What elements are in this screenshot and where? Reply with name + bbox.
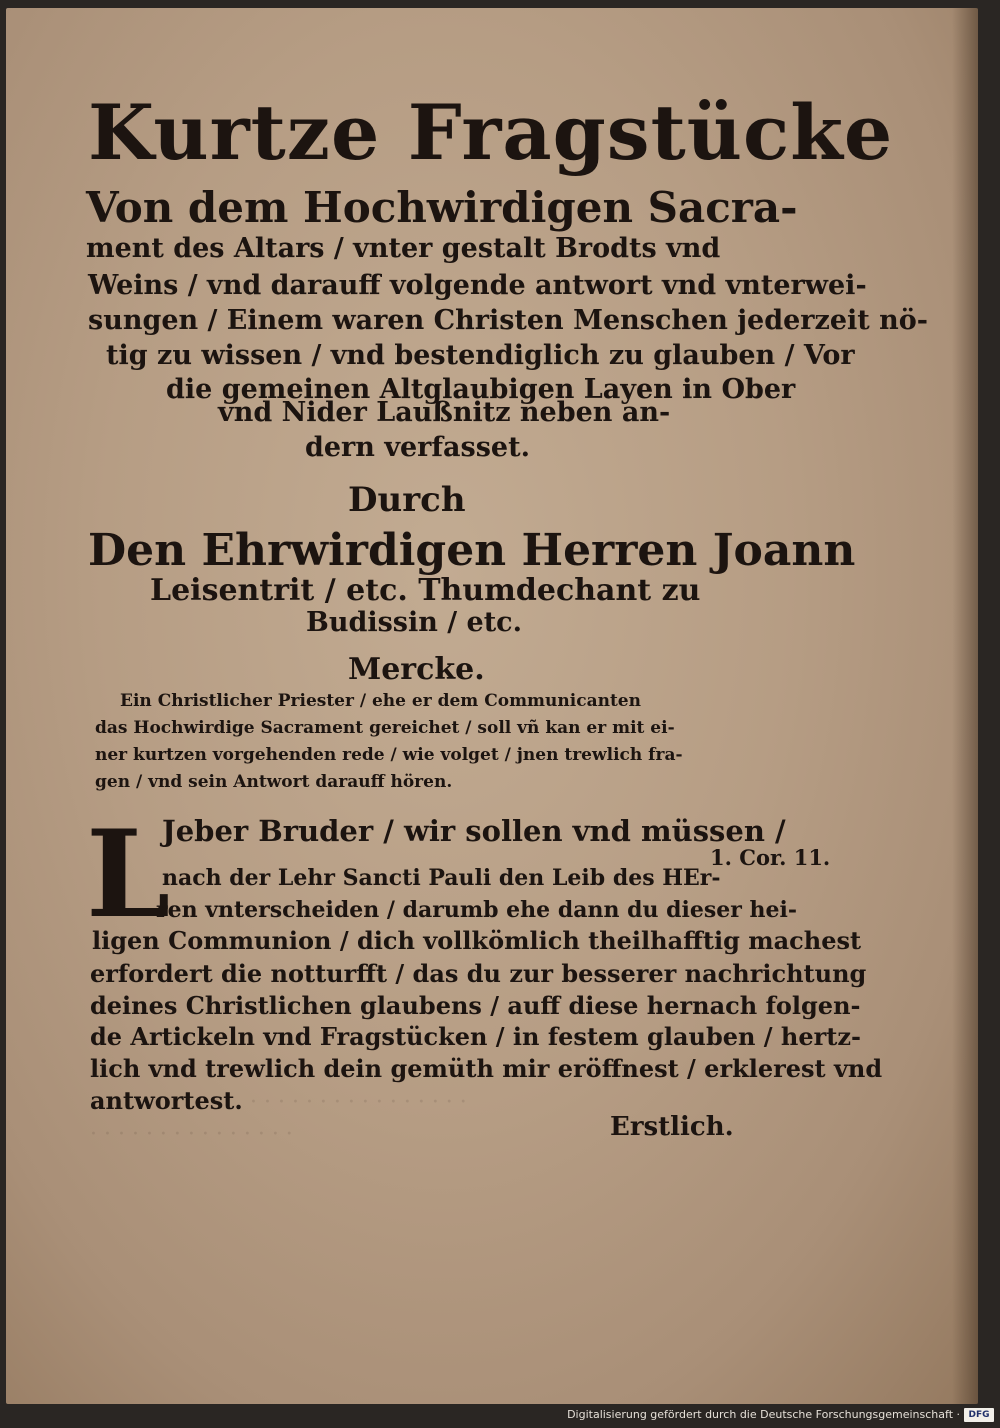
- catchword: Erstlich.: [610, 1112, 734, 1142]
- author-line: Den Ehrwirdigen Herren Joann: [88, 525, 856, 576]
- decorated-initial: L: [86, 804, 171, 945]
- title-line: die gemeinen Altglaubigen Layen in Ober: [166, 374, 796, 405]
- page-edge-shadow: [952, 8, 978, 1404]
- dfg-logo-icon: DFG: [964, 1408, 994, 1422]
- note-line: Ein Christlicher Priester / ehe er dem Communicanten: [120, 691, 641, 711]
- title-line: Weins / vnd darauff volgende antwort vnd vnterwei-: [88, 270, 867, 301]
- title-heading: Kurtze Fragstücke: [88, 88, 894, 177]
- digitization-credit: Digitalisierung gefördert durch die Deutsche Forschungsgemeinschaft ·: [567, 1408, 960, 1421]
- title-line: dern verfasset.: [305, 432, 530, 463]
- body-line: antwortest.: [90, 1086, 243, 1115]
- note-line: gen / vnd sein Antwort darauff hören.: [95, 772, 453, 792]
- note-line: das Hochwirdige Sacrament gereichet / soll vñ kan er mit ei-: [95, 718, 675, 738]
- body-line: ren vnterscheiden / darumb ehe dann du dieser hei-: [156, 897, 797, 923]
- body-line: nach der Lehr Sancti Pauli den Leib des HEr-: [162, 865, 721, 891]
- body-line: ligen Communion / dich vollkömlich theilhafftig machest: [92, 926, 862, 955]
- show-through-text: · · · · · · · · · · · · · · ·: [90, 1122, 293, 1147]
- body-line: de Artickeln vnd Fragstücken / in festem glauben / hertz-: [90, 1022, 861, 1051]
- author-by: Durch: [348, 480, 466, 520]
- title-line: ment des Altars / vnter gestalt Brodts vnd: [86, 233, 721, 264]
- title-line: tig zu wissen / vnd bestendiglich zu glauben / Vor: [106, 340, 855, 371]
- body-line: lich vnd trewlich dein gemüth mir eröffnest / erklerest vnd: [90, 1054, 883, 1083]
- author-line: Budissin / etc.: [306, 607, 523, 638]
- body-line: erfordert die notturfft / das du zur besserer nachrichtung: [90, 959, 867, 988]
- body-line: Jeber Bruder / wir sollen vnd müssen /: [162, 814, 786, 848]
- body-line: deines Christlichen glaubens / auff diese hernach folgen-: [90, 991, 861, 1020]
- title-line: sungen / Einem waren Christen Menschen jederzeit nö-: [88, 305, 928, 336]
- title-line: Von dem Hochwirdigen Sacra-: [86, 183, 798, 232]
- author-line: Leisentrit / etc. Thumdechant zu: [150, 573, 701, 608]
- show-through-text: · · · · · · · · · · · · · · · ·: [250, 1090, 467, 1115]
- note-line: ner kurtzen vorgehenden rede / wie volget / jnen trewlich fra-: [95, 745, 683, 765]
- note-heading: Mercke.: [348, 652, 485, 687]
- title-line: vnd Nider Laußnitz neben an-: [218, 397, 671, 428]
- marginal-note: 1. Cor. 11.: [710, 845, 831, 870]
